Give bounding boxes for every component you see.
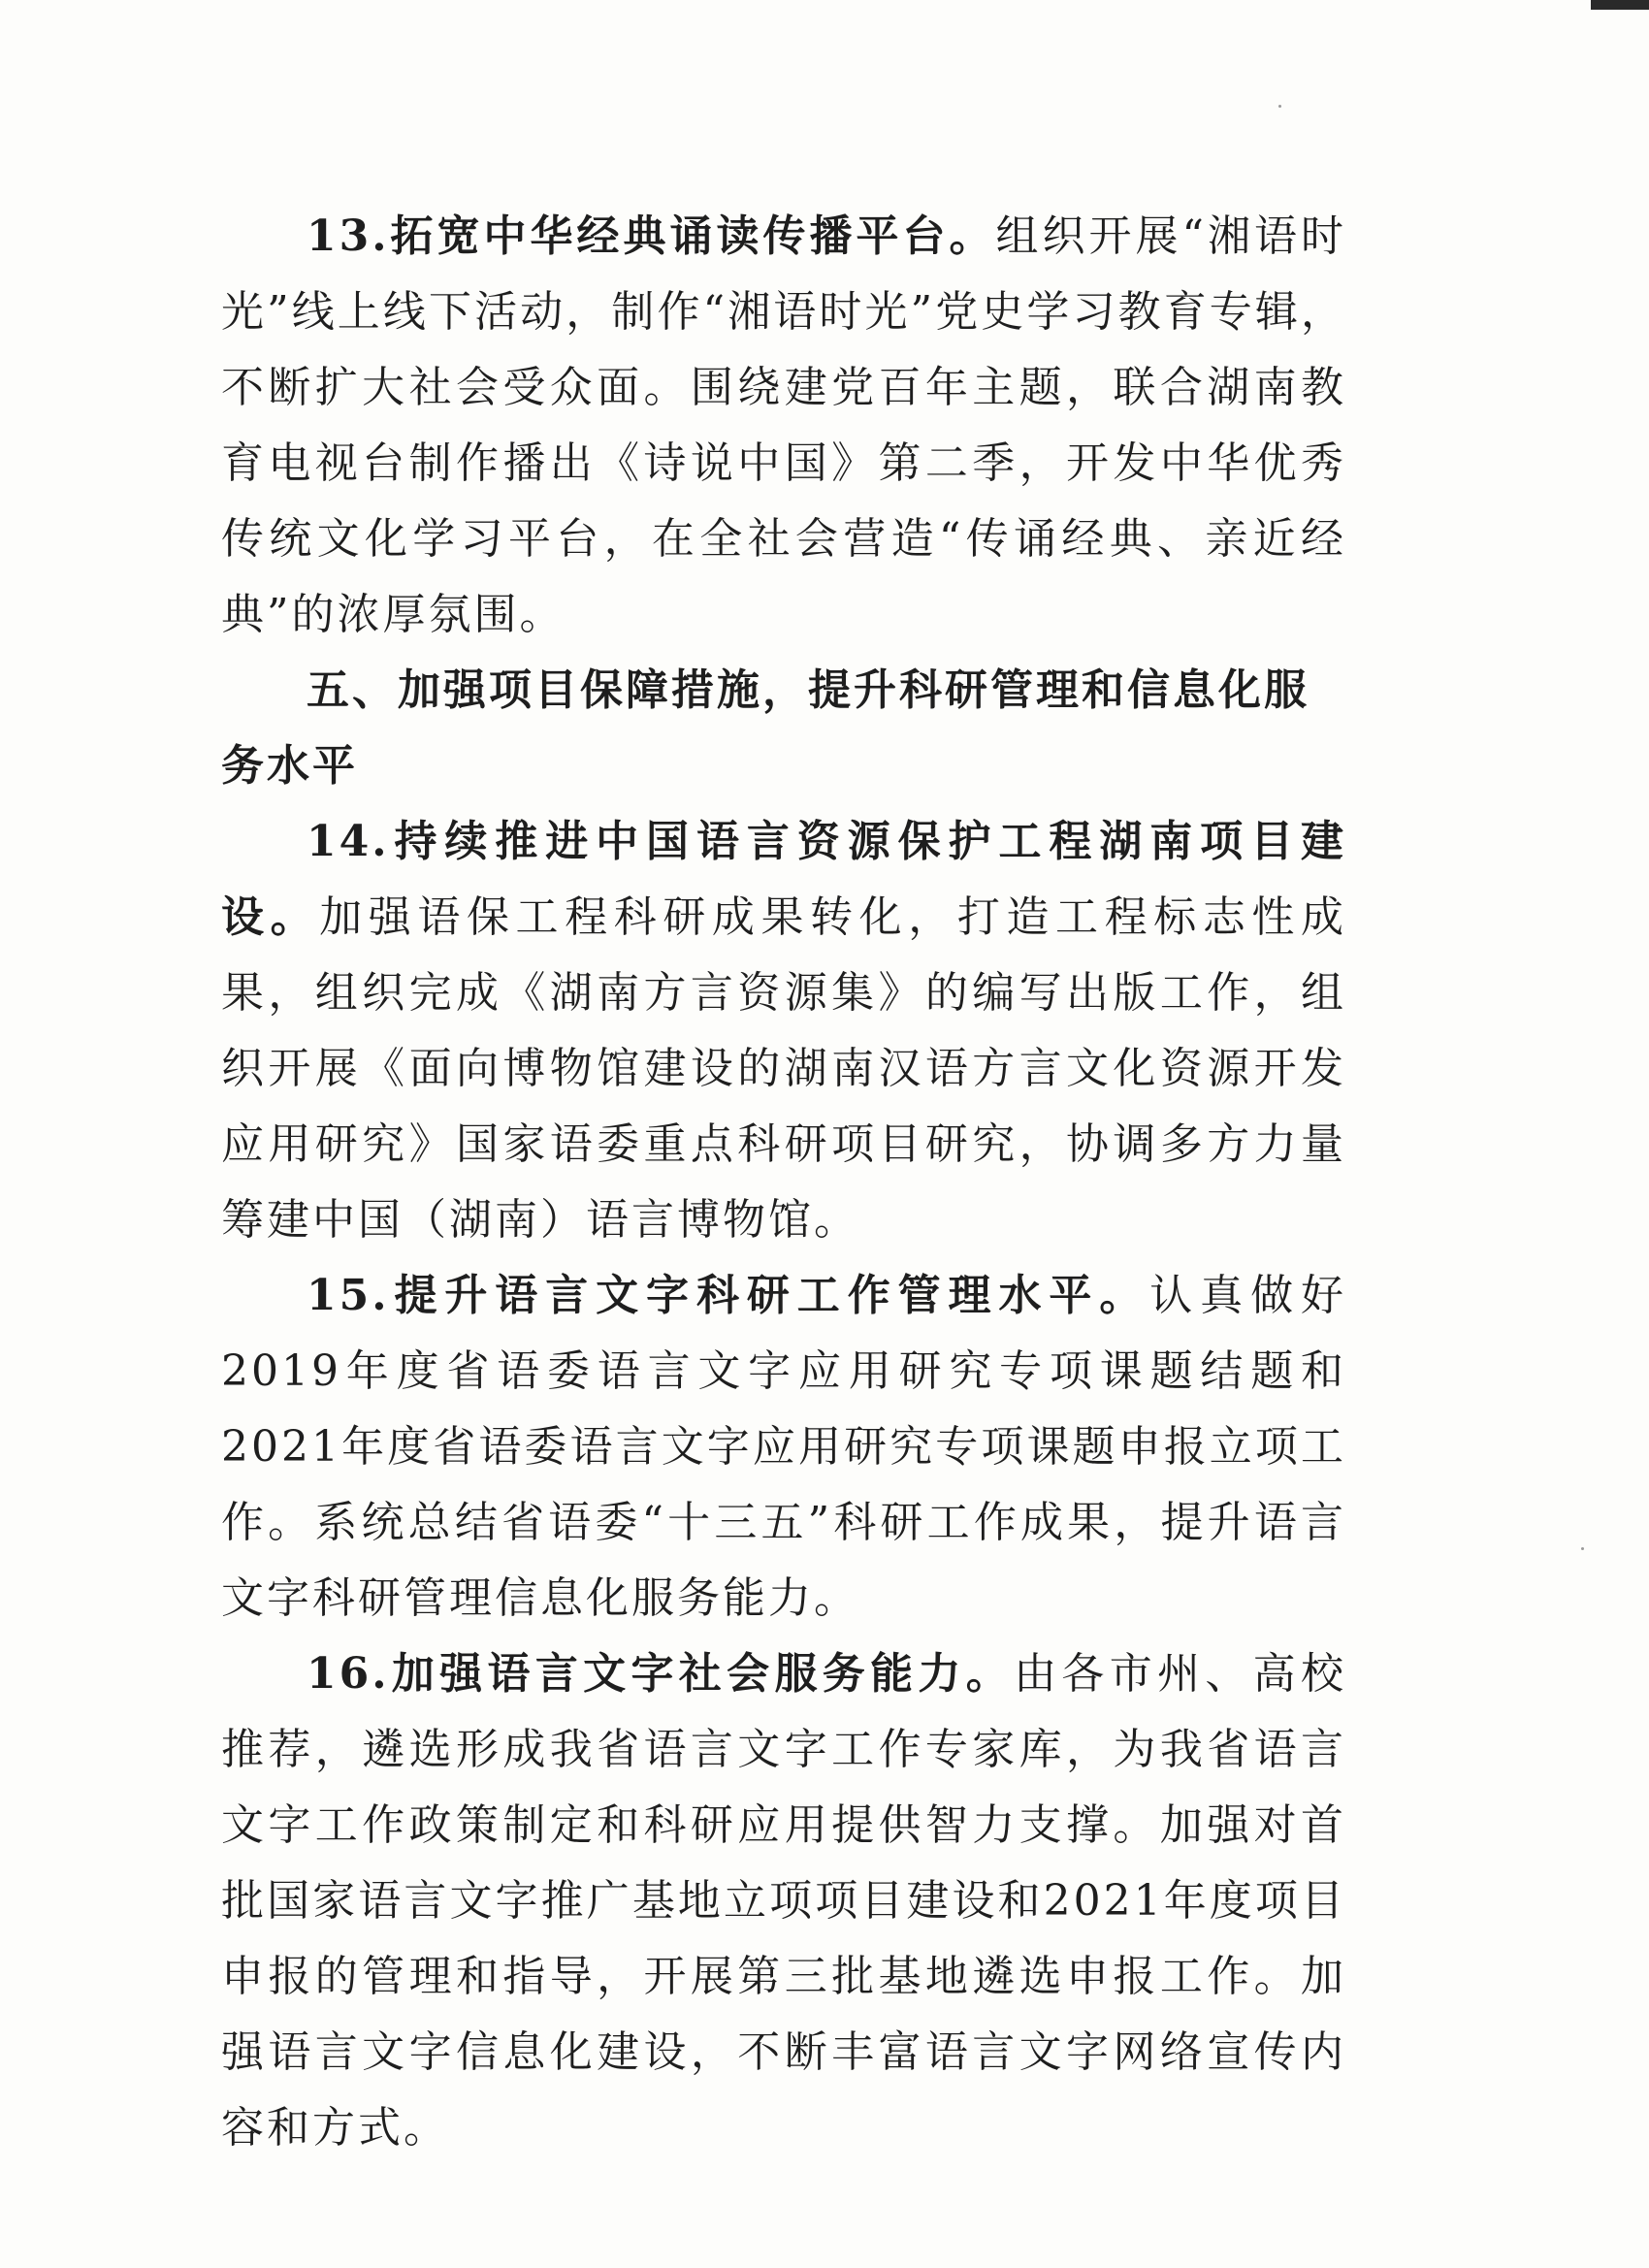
scan-speck: [1278, 105, 1281, 108]
paragraph-item-16: [221, 1636, 1346, 2166]
scan-edge-mark: [1591, 0, 1649, 10]
document-body: [221, 199, 1346, 2166]
scan-speck: [1581, 1547, 1584, 1550]
item-16-title: 16.加强语言文字社会服务能力。: [307, 1649, 1015, 1699]
item-13-text: 组织开展“湘语时光”线上线下活动，制作“湘语时光”党史学习教育专辑，不断扩大社会受众面。围绕建党百年主题，联合湖南教育电视台制作播出《诗说中国》第二季，开发中华优秀传统文化学习平台，在全社会营造“传诵经典、亲近经典”的浓厚氛围。: [221, 211, 1346, 639]
paragraph-item-14: [221, 804, 1346, 1258]
item-15-text: 认真做好2019年度省语委语言文字应用研究专项课题结题和2021年度省语委语言文字应用研究专项课题申报立项工作。系统总结省语委“十三五”科研工作成果，提升语言文字科研管理信息化服务能力。: [221, 1271, 1346, 1623]
paragraph-item-15: [221, 1258, 1346, 1636]
paragraph-item-13: [221, 199, 1346, 653]
item-14-text: 加强语保工程科研成果转化，打造工程标志性成果，组织完成《湖南方言资源集》的编写出版工作，组织开展《面向博物馆建设的湖南汉语方言文化资源开发应用研究》国家语委重点科研项目研究，协调多方力量筹建中国（湖南）语言博物馆。: [221, 892, 1347, 1245]
item-15-title: 15.提升语言文字科研工作管理水平。: [307, 1271, 1150, 1320]
item-16-text: 由各市州、高校推荐，遴选形成我省语言文字工作专家库，为我省语言文字工作政策制定和科研应用提供智力支撑。加强对首批国家语言文字推广基地立项项目建设和2021年度项目申报的管理和指导，开展第三批基地遴选申报工作。加强语言文字信息化建设，不断丰富语言文字网络宣传内容和方式。: [221, 1649, 1346, 2153]
item-13-title: 13.拓宽中华经典诵读传播平台。: [307, 211, 996, 261]
section-heading-5: 五、加强项目保障措施，提升科研管理和信息化服务水平: [221, 665, 1310, 791]
item-14-title: 14.持续推进中国语言资源保护工程湖南项目建设。: [221, 817, 1346, 942]
